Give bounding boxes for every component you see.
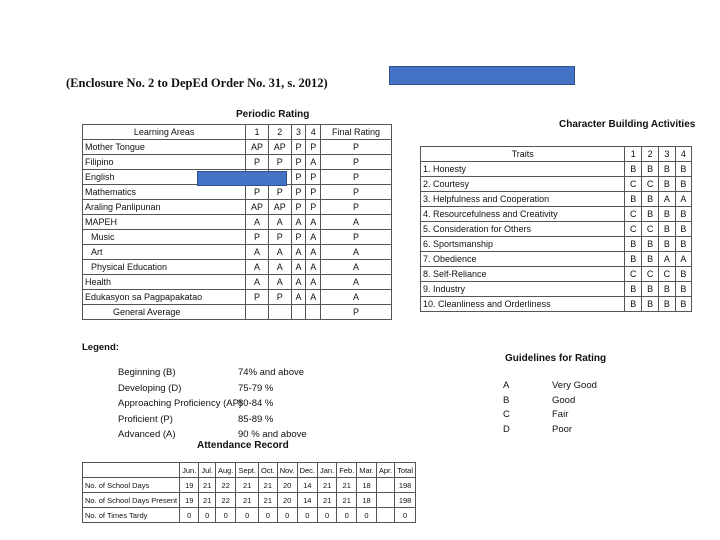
table-cell: B [659, 222, 676, 237]
guideline-description: Very Good [552, 380, 597, 391]
guideline-description: Poor [552, 423, 573, 435]
table-cell: A [246, 215, 269, 230]
table-cell: C [625, 207, 642, 222]
redaction-bar-english [197, 171, 287, 186]
table-cell: P [291, 170, 306, 185]
table-cell: 0 [216, 508, 236, 523]
table-cell [291, 305, 306, 320]
table-cell: 21 [258, 478, 277, 493]
guideline-description: Fair [552, 409, 569, 420]
table-header-cell: Jan. [318, 463, 337, 478]
row-label: MAPEH [83, 215, 246, 230]
row-label: 2. Courtesy [421, 177, 625, 192]
table-cell: A [246, 275, 269, 290]
table-cell: P [268, 185, 291, 200]
table-header-cell: Apr. [376, 463, 394, 478]
table-cell [376, 478, 394, 493]
table-cell: A [268, 245, 291, 260]
table-row [83, 155, 392, 170]
table-cell: P [291, 230, 306, 245]
table-row [83, 185, 392, 200]
table-row [421, 192, 692, 207]
table-cell: B [675, 282, 691, 297]
table-header-cell: Jul. [199, 463, 216, 478]
table-cell: 19 [180, 493, 199, 508]
table-header-cell: Mar. [357, 463, 377, 478]
guideline-code: B [503, 394, 510, 406]
table-cell: C [625, 267, 642, 282]
row-label: English [83, 170, 246, 185]
table-cell: P [291, 155, 306, 170]
table-cell: A [321, 275, 392, 290]
row-label: No. of School Days [83, 478, 180, 493]
table-cell: B [659, 297, 676, 312]
table-cell: P [291, 200, 306, 215]
table-cell: A [291, 260, 306, 275]
table-cell [376, 508, 394, 523]
table-header-cell: Oct. [258, 463, 277, 478]
table-cell: 21 [318, 478, 337, 493]
table-header-cell: 3 [659, 147, 676, 162]
table-cell: B [642, 282, 659, 297]
table-cell: A [321, 260, 392, 275]
table-row [83, 245, 392, 260]
table-cell: 21 [199, 478, 216, 493]
row-label: 3. Helpfulness and Cooperation [421, 192, 625, 207]
table-cell: B [659, 282, 676, 297]
legend-label: Developing (D) [118, 382, 182, 394]
table-cell: B [642, 192, 659, 207]
table-cell: 21 [258, 493, 277, 508]
table-cell: P [306, 170, 321, 185]
table-row [421, 207, 692, 222]
table-cell: A [291, 245, 306, 260]
table-header-cell: Sept. [236, 463, 259, 478]
table-cell: 0 [258, 508, 277, 523]
table-header-cell: 1 [246, 125, 269, 140]
table-header-row [83, 125, 392, 140]
table-cell: A [291, 290, 306, 305]
table-cell: P [246, 185, 269, 200]
table-row [421, 222, 692, 237]
enclosure-heading: (Enclosure No. 2 to DepEd Order No. 31, s. 2012) [66, 76, 328, 90]
table-row [421, 177, 692, 192]
table-cell [246, 305, 269, 320]
table-cell: P [246, 290, 269, 305]
table-cell: B [642, 207, 659, 222]
row-label: 1. Honesty [421, 162, 625, 177]
table-header-cell: 3 [291, 125, 306, 140]
table-cell: P [291, 185, 306, 200]
table-row [421, 297, 692, 312]
table-cell: P [321, 305, 392, 320]
table-cell: B [675, 297, 691, 312]
legend-label: Advanced (A) [118, 429, 176, 440]
table-cell: 22 [216, 478, 236, 493]
table-cell: P [291, 140, 306, 155]
legend-range: 85-89 % [238, 413, 274, 425]
table-cell: B [675, 267, 691, 282]
table-cell: A [246, 245, 269, 260]
row-label: 10. Cleanliness and Orderliness [421, 297, 625, 312]
table-row [83, 260, 392, 275]
table-cell: A [306, 155, 321, 170]
legend-label: Approaching Proficiency (AP) [118, 398, 243, 409]
table-cell: B [625, 237, 642, 252]
table-cell: P [306, 185, 321, 200]
table-header-cell: 4 [675, 147, 691, 162]
table-header-cell: 2 [642, 147, 659, 162]
table-cell: P [246, 155, 269, 170]
table-cell: B [625, 252, 642, 267]
table-cell: C [625, 222, 642, 237]
guidelines-title: Guidelines for Rating [505, 353, 607, 364]
table-header-row [421, 147, 692, 162]
table-cell: A [659, 192, 676, 207]
table-cell: A [659, 252, 676, 267]
character-building-table [420, 146, 692, 312]
table-cell: A [306, 260, 321, 275]
guideline-code: D [503, 423, 510, 435]
table-cell: 19 [180, 478, 199, 493]
table-row [421, 162, 692, 177]
table-cell: P [306, 200, 321, 215]
row-label: Physical Education [83, 260, 246, 275]
table-cell: 0 [297, 508, 317, 523]
character-building-title: Character Building Activities [559, 119, 696, 130]
legend-range: 80-84 % [238, 398, 274, 409]
table-header-cell: Total [395, 463, 416, 478]
row-label: 7. Obedience [421, 252, 625, 267]
table-cell: 0 [199, 508, 216, 523]
table-cell: 0 [180, 508, 199, 523]
table-row [83, 275, 392, 290]
table-cell: B [625, 162, 642, 177]
row-label: Mathematics [83, 185, 246, 200]
row-label: Araling Panlipunan [83, 200, 246, 215]
table-cell: A [321, 245, 392, 260]
table-cell: C [642, 177, 659, 192]
row-label: 6. Sportsmanship [421, 237, 625, 252]
row-label: 5. Consideration for Others [421, 222, 625, 237]
table-cell: A [306, 275, 321, 290]
table-cell: P [321, 170, 392, 185]
table-header-cell: Traits [421, 147, 625, 162]
table-cell: P [321, 230, 392, 245]
row-label: General Average [83, 305, 246, 320]
row-label: Filipino [83, 155, 246, 170]
table-cell [306, 305, 321, 320]
table-cell: 21 [337, 493, 357, 508]
table-cell: B [642, 252, 659, 267]
table-cell: 198 [395, 493, 416, 508]
table-cell: AP [268, 140, 291, 155]
attendance-record-table [82, 462, 416, 523]
table-cell: A [675, 252, 691, 267]
table-cell: A [306, 245, 321, 260]
table-cell: B [659, 207, 676, 222]
table-cell: A [321, 290, 392, 305]
table-cell: P [246, 230, 269, 245]
table-cell: 18 [357, 478, 377, 493]
table-cell: B [659, 237, 676, 252]
table-cell: A [268, 215, 291, 230]
table-cell: P [268, 155, 291, 170]
guideline-code: A [503, 380, 510, 391]
row-label: No. of School Days Present [83, 493, 180, 508]
row-label: 8. Self-Reliance [421, 267, 625, 282]
table-row [83, 140, 392, 155]
table-header-cell: 2 [268, 125, 291, 140]
table-header-cell: Feb. [337, 463, 357, 478]
table-header-cell: Jun. [180, 463, 199, 478]
table-cell: P [321, 200, 392, 215]
table-cell: C [659, 267, 676, 282]
table-header-cell: Aug. [216, 463, 236, 478]
table-row [421, 267, 692, 282]
table-cell: 0 [318, 508, 337, 523]
row-label: Art [83, 245, 246, 260]
table-header-cell: Learning Areas [83, 125, 246, 140]
table-row [83, 200, 392, 215]
table-header-cell: Dec. [297, 463, 317, 478]
table-cell: P [306, 140, 321, 155]
table-cell [268, 305, 291, 320]
legend-range: 90 % and above [238, 429, 307, 440]
row-label: No. of Times Tardy [83, 508, 180, 523]
table-cell [376, 493, 394, 508]
table-cell: A [246, 260, 269, 275]
table-row [421, 282, 692, 297]
table-cell: 0 [395, 508, 416, 523]
row-label: Health [83, 275, 246, 290]
table-cell: A [306, 230, 321, 245]
table-cell: P [321, 185, 392, 200]
table-cell: B [625, 192, 642, 207]
table-header-cell: 4 [306, 125, 321, 140]
table-cell: A [321, 215, 392, 230]
table-cell: 22 [216, 493, 236, 508]
table-cell: 14 [297, 493, 317, 508]
table-cell: P [321, 140, 392, 155]
table-cell: A [675, 192, 691, 207]
table-cell: B [642, 237, 659, 252]
periodic-rating-table [82, 124, 392, 320]
table-cell: A [291, 215, 306, 230]
table-row [421, 237, 692, 252]
table-cell: C [642, 222, 659, 237]
table-cell: 21 [236, 478, 259, 493]
table-header-row [83, 463, 416, 478]
table-cell: P [268, 230, 291, 245]
periodic-rating-title: Periodic Rating [236, 109, 310, 120]
table-cell: 21 [199, 493, 216, 508]
row-label: Music [83, 230, 246, 245]
table-cell: B [642, 162, 659, 177]
row-label: 9. Industry [421, 282, 625, 297]
table-cell: A [306, 215, 321, 230]
table-row [83, 478, 416, 493]
table-row [421, 252, 692, 267]
table-cell: B [625, 282, 642, 297]
table-row [83, 305, 392, 320]
table-cell: 21 [318, 493, 337, 508]
table-cell: AP [246, 200, 269, 215]
table-cell: 0 [357, 508, 377, 523]
table-cell: B [642, 297, 659, 312]
legend-range: 75-79 % [238, 382, 274, 394]
table-cell: A [268, 275, 291, 290]
table-cell: A [268, 260, 291, 275]
table-cell: 18 [357, 493, 377, 508]
table-cell: 21 [236, 493, 259, 508]
table-cell: B [625, 297, 642, 312]
table-row [83, 215, 392, 230]
table-cell: A [291, 275, 306, 290]
table-cell: B [675, 177, 691, 192]
legend-range: 74% and above [238, 367, 305, 378]
table-header-cell: 1 [625, 147, 642, 162]
redaction-bar-top [389, 66, 575, 85]
legend-label: Proficient (P) [118, 413, 173, 425]
table-header-cell: Final Rating [321, 125, 392, 140]
table-cell: 198 [395, 478, 416, 493]
table-cell: P [321, 155, 392, 170]
table-cell: 20 [277, 478, 297, 493]
table-header-cell: Nov. [277, 463, 297, 478]
table-row [83, 290, 392, 305]
table-row [83, 508, 416, 523]
table-cell: C [625, 177, 642, 192]
guideline-code: C [503, 409, 510, 420]
table-cell: B [659, 177, 676, 192]
table-header-cell [83, 463, 180, 478]
legend-title: Legend: [82, 342, 119, 353]
table-cell: 0 [236, 508, 259, 523]
table-row [83, 230, 392, 245]
table-cell: 21 [337, 478, 357, 493]
table-cell: AP [246, 140, 269, 155]
table-cell: C [642, 267, 659, 282]
table-cell: B [675, 237, 691, 252]
table-cell: A [306, 290, 321, 305]
row-label: 4. Resourcefulness and Creativity [421, 207, 625, 222]
row-label: Edukasyon sa Pagpapakatao [83, 290, 246, 305]
row-label: Mother Tongue [83, 140, 246, 155]
table-cell: B [675, 222, 691, 237]
table-cell: B [675, 207, 691, 222]
table-cell: AP [268, 200, 291, 215]
table-cell: 0 [337, 508, 357, 523]
legend-label: Beginning (B) [118, 367, 176, 378]
table-cell: 20 [277, 493, 297, 508]
table-cell: P [268, 290, 291, 305]
table-cell: B [675, 162, 691, 177]
table-cell: B [659, 162, 676, 177]
table-cell: 0 [277, 508, 297, 523]
table-row [83, 493, 416, 508]
guideline-description: Good [552, 394, 576, 406]
attendance-title: Attendance Record [197, 440, 289, 451]
table-cell: 14 [297, 478, 317, 493]
